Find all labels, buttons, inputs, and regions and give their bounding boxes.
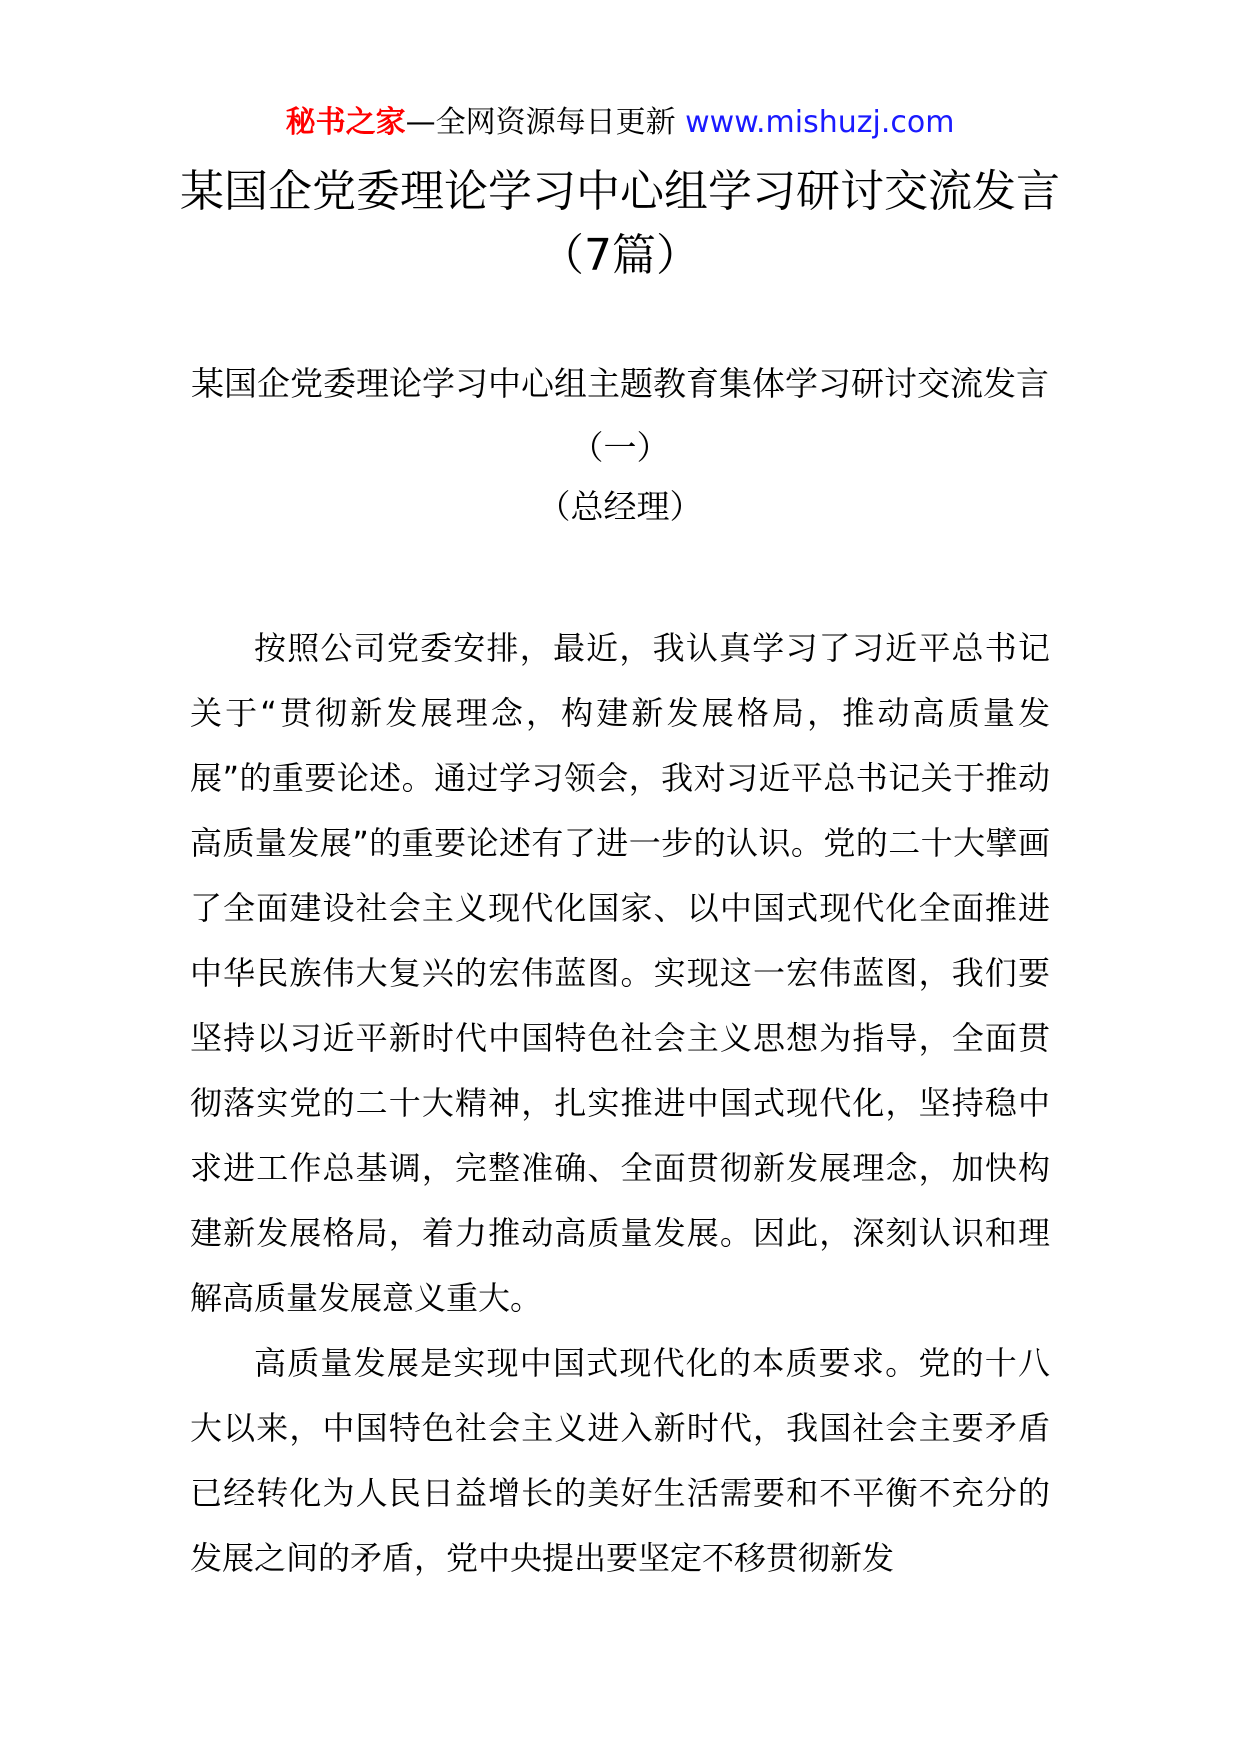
document-title: 某国企党委理论学习中心组学习研讨交流发言（7篇）	[180, 166, 1060, 281]
paragraph: 高质量发展是实现中国式现代化的本质要求。党的十八大以来，中国特色社会主义进入新时代，我国社会主要矛盾已经转化为人民日益增长的美好生活需要和不平衡不充分的发展之间的矛盾，党中央提出要坚定不移贯彻新发	[190, 1344, 1050, 1577]
site-header	[0, 100, 1240, 146]
body-text	[190, 616, 1050, 1591]
speaker-role: （总经理）	[537, 487, 703, 526]
brand-name: 秘书之家	[285, 105, 406, 140]
site-url-link[interactable]: www.mishuzj.com	[685, 105, 955, 140]
paragraph: 按照公司党委安排，最近，我认真学习了习近平总书记关于“贯彻新发展理念，构建新发展格局，推动高质量发展”的重要论述。通过学习领会，我对习近平总书记关于推动高质量发展”的重要论述有了进一步的认识。党的二十大擘画了全面建设社会主义现代化国家、以中国式现代化全面推进中华民族伟大复兴的宏伟蓝图。实现这一宏伟蓝图，我们要坚持以习近平新时代中国特色社会主义思想为指导，全面贯彻落实党的二十大精神，扎实推进中国式现代化，坚持稳中求进工作总基调，完整准确、全面贯彻新发展理念，加快构建新发展格局，着力推动高质量发展。因此，深刻认识和理解高质量发展意义重大。	[190, 629, 1050, 1317]
header-tagline: —全网资源每日更新	[405, 105, 686, 140]
section-title: 某国企党委理论学习中心组主题教育集体学习研讨交流发言（一）	[191, 364, 1049, 467]
